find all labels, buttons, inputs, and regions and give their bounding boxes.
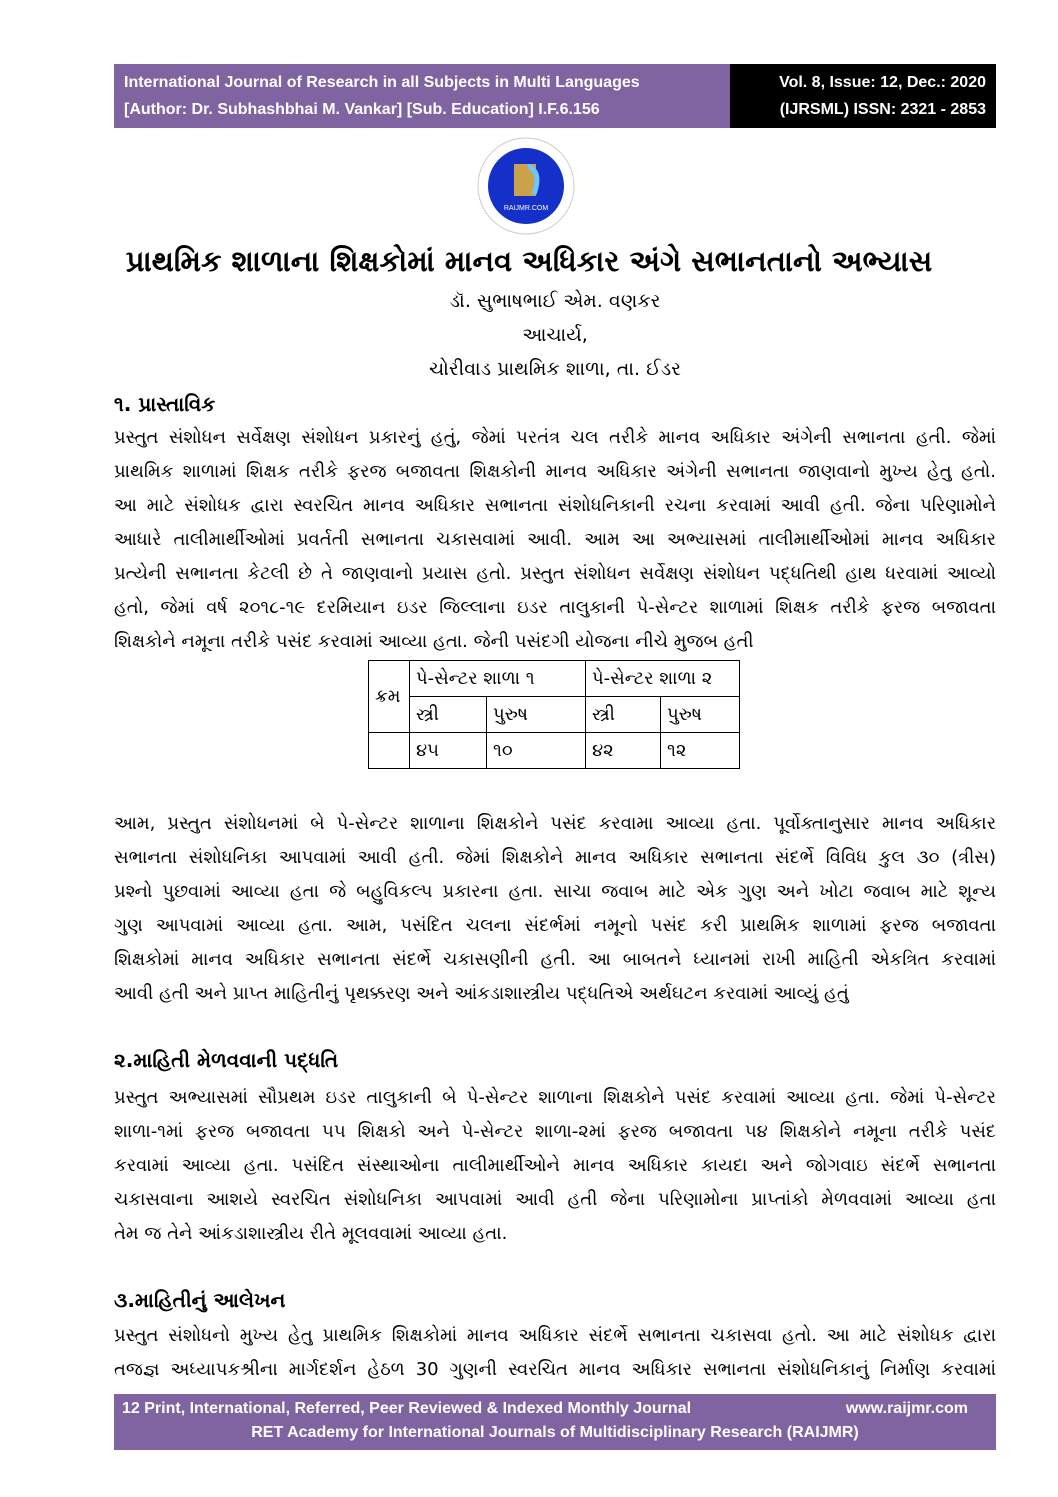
paragraph-line: આધારે તાલીમાર્થીઓમાં પ્રવર્તતી સભાનતા ચકાસવામાં આવી. આમ આ અભ્યાસમાં તાલીમાર્થીઓમાં માનવ અધિકાર — [114, 529, 996, 550]
sample-table — [368, 660, 740, 769]
paragraph-line: હતો, જેમાં વર્ષ ૨૦૧૮-૧૯ દરમિયાન ઇડર જિલ્લાના ઇડર તાલુકાની પે-સેન્ટર શાળામાં શિક્ષક તરીકે ફરજ બજાવતા — [114, 597, 996, 618]
paragraph-line: ચકાસવાના આશયે સ્વરચિત સંશોધનિકા આપવામાં આવી હતી જેના પરિણામોના પ્રાપ્તાંકો મેળવવામાં આવ્યા હતા — [114, 1189, 996, 1210]
table-cell: ૧૦ — [487, 733, 586, 769]
paragraph-line: પ્રસ્તુત અભ્યાસમાં સૌપ્રથમ ઇડર તાલુકાની બે પે-સેન્ટર શાળાના શિક્ષકોને પસંદ કરવામાં આવ્યા હતા. જેમાં પે-સેન્ટર — [114, 1087, 996, 1108]
table-header-male: પુરુષ — [487, 697, 586, 733]
table-cell: ૧૨ — [661, 733, 740, 769]
footer-page-journal: 12 Print, International, Referred, Peer Reviewed & Indexed Monthly Journal — [122, 1400, 692, 1417]
page-footer — [114, 1394, 996, 1450]
paragraph-line: પ્રસ્તુત સંશોધનો મુખ્ય હેતુ પ્રાથમિક શિક્ષકોમાં માનવ અધિકાર સંદર્ભે સભાનતા ચકાસવા હતો. આ માટે સંશોધક દ્વારા — [114, 1325, 996, 1346]
paragraph-line: શિક્ષકોમાં માનવ અધિકાર સભાનતા સંદર્ભે ચકાસણીની હતી. આ બાબતને ધ્યાનમાં રાખી માહિતી એકત્રિત કરવામાં — [114, 949, 996, 970]
table-header-kram: ક્રમ — [369, 661, 410, 733]
header-issue-info — [730, 64, 996, 128]
footer-website-link[interactable]: www.raijmr.com — [845, 1400, 968, 1417]
author-affiliation: ચોરીવાડ પ્રાથમિક શાળા, તા. ઈડર — [428, 358, 681, 380]
paragraph-line: શિક્ષકોને નમૂના તરીકે પસંદ કરવામાં આવ્યા હતા. જેની પસંદગી યોજના નીચે મુજબ હતી — [114, 631, 754, 652]
paragraph-line: પ્રત્યેની સભાનતા કેટલી છે તે જાણવાનો પ્રયાસ હતો. પ્રસ્તુત સંશોધન સર્વેક્ષણ સંશોધન પદ્ધતિથી હાથ ધરવામાં આવ્યો — [114, 563, 996, 584]
table-cell: ૪૨ — [586, 733, 661, 769]
paragraph-line: પ્રશ્નો પુછવામાં આવ્યા હતા જે બહુવિકલ્પ પ્રકારના હતા. સાચા જવાબ માટે એક ગુણ અને ખોટા જવાબ માટે શૂન્ય — [114, 881, 996, 902]
author-line: [Author: Dr. Subhashbhai M. Vankar] [Sub. Education] I.F.6.156 — [124, 101, 600, 118]
journal-logo — [476, 136, 576, 236]
table-header-male: પુરુષ — [661, 697, 740, 733]
paragraph-line: આમ, પ્રસ્તુત સંશોધનમાં બે પે-સેન્ટર શાળાના શિક્ષકોને પસંદ કરવામા આવ્યા હતા. પૂર્વોક્તાનુસાર માનવ અધિકાર — [114, 813, 996, 834]
section-heading: ૧. પ્રાસ્તાવિક — [114, 392, 216, 416]
paragraph-line: તજજ્ઞ અધ્યાપકશ્રીના માર્ગદર્શન હેઠળ 30 ગુણની સ્વરચિત માનવ અધિકાર સભાનતા સંશોધનિકાનું નિર્માણ કરવામાં — [114, 1359, 996, 1380]
section-heading: ૨.માહિતી મેળવવાની પદ્ધતિ — [114, 1048, 339, 1072]
author-designation: આચાર્ય, — [522, 324, 588, 346]
paragraph-line: શાળા-૧માં ફરજ બજાવતા ૫૫ શિક્ષકો અને પે-સેન્ટર શાળા-૨માં ફરજ બજાવતા ૫૪ શિક્ષકોને નમૂના તરીકે પસંદ — [114, 1121, 996, 1142]
footer-academy: RET Academy for International Journals of Multidisciplinary Research (RAIJMR) — [251, 1424, 859, 1441]
table-row — [369, 733, 740, 769]
paragraph-line: ગુણ આપવામાં આવ્યા હતા. આમ, પસંદિત ચલના સંદર્ભમાં નમૂનો પસંદ કરી પ્રાથમિક શાળામાં ફરજ બજાવતા — [114, 915, 996, 936]
issn: (IJRSML) ISSN: 2321 - 2853 — [779, 101, 986, 118]
table-header-female: સ્ત્રી — [586, 697, 661, 733]
table-cell: ૪૫ — [410, 733, 487, 769]
table-cell — [369, 733, 410, 769]
paragraph-line: પ્રસ્તુત સંશોધન સર્વેક્ષણ સંશોધન પ્રકારનું હતું, જેમાં પરતંત્ર ચલ તરીકે માનવ અધિકાર અંગેની સભાનતા હતી. જેમાં — [114, 427, 996, 448]
table-header-female: સ્ત્રી — [410, 697, 487, 733]
paragraph-line: તેમ જ તેને આંકડાશાસ્ત્રીય રીતે મૂલવવામાં આવ્યા હતા. — [114, 1223, 508, 1244]
section-heading: ૩.માહિતીનું આલેખન — [114, 1288, 286, 1312]
paragraph-line: આ માટે સંશોધક દ્વારા સ્વરચિત માનવ અધિકાર સભાનતા સંશોધનિકાની રચના કરવામાં આવી હતી. જેના પરિણામોને — [114, 495, 996, 516]
author-name: ડૉ. સુભાષભાઈ એમ. વણકર — [449, 290, 661, 312]
table-header-school1: પે-સેન્ટર શાળા ૧ — [410, 661, 586, 697]
paragraph-line: આવી હતી અને પ્રાપ્ત માહિતીનું પૃથક્કરણ અને આંકડાશાસ્ત્રીય પદ્ધતિએ અર્થઘટન કરવામાં આવ્યું હતું — [114, 983, 849, 1004]
svg-text:RAIJMR.COM: RAIJMR.COM — [503, 205, 549, 212]
paragraph-line: સભાનતા સંશોધનિકા આપવામાં આવી હતી. જેમાં શિક્ષકોને માનવ અધિકાર સભાનતા સંદર્ભે વિવિધ કુલ ૩૦ (ત્રીસ) — [114, 847, 996, 868]
table-header-school2: પે-સેન્ટર શાળા ૨ — [586, 661, 740, 697]
header-journal-info — [114, 64, 730, 128]
volume-issue: Vol. 8, Issue: 12, Dec.: 2020 — [779, 74, 986, 91]
journal-name: International Journal of Research in all Subjects in Multi Languages — [124, 74, 640, 91]
paragraph-line: કરવામાં આવ્યા હતા. પસંદિત સંસ્થાઓના તાલીમાર્થીઓને માનવ અધિકાર કાયદા અને જોગવાઇ સંદર્ભે સભાનતા — [114, 1155, 996, 1176]
paper-title: પ્રાથમિક શાળાના શિક્ષકોમાં માનવ અધિકાર અંગે સભાનતાનો અભ્યાસ — [125, 244, 933, 278]
paragraph-line: પ્રાથમિક શાળામાં શિક્ષક તરીકે ફરજ બજાવતા શિક્ષકોની માનવ અધિકાર અંગેની સભાનતા જાણવાનો મુખ્ય હેતુ હતો. — [114, 461, 996, 482]
